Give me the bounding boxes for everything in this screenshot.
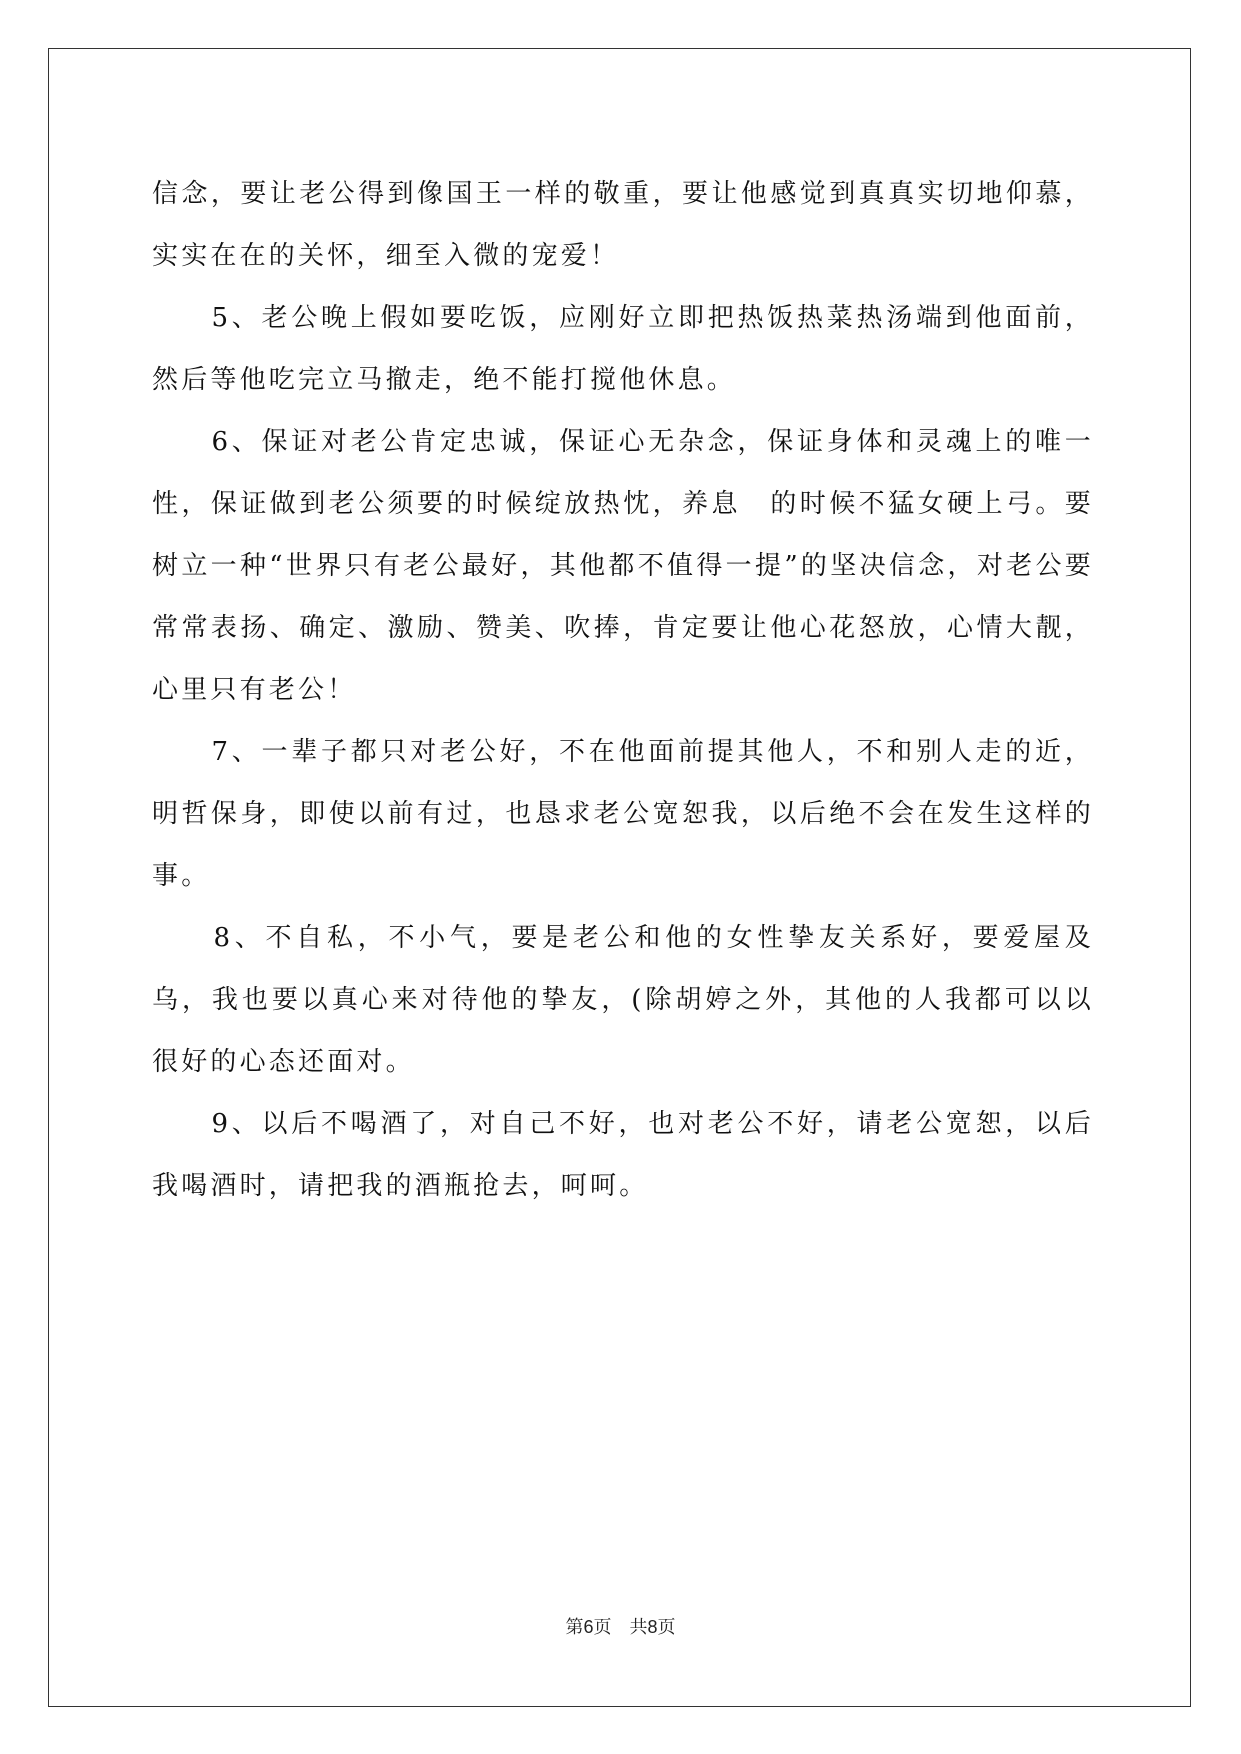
paragraph: 9、以后不喝酒了，对自己不好，也对老公不好，请老公宽恕，以后我喝酒时，请把我的酒瓶抢去，呵呵。 <box>152 1109 1094 1201</box>
document-body <box>152 163 1094 1217</box>
page-footer <box>0 1613 1241 1639</box>
paragraph: 信念，要让老公得到像国王一样的敬重，要让他感觉到真真实切地仰慕，实实在在的关怀，细至入微的宠爱！ <box>152 179 1094 271</box>
paragraph: 5、老公晚上假如要吃饭，应刚好立即把热饭热菜热汤端到他面前，然后等他吃完立马撤走，绝不能打搅他休息。 <box>152 303 1094 395</box>
total-pages-number: 8 <box>647 1617 658 1637</box>
paragraph: 6、保证对老公肯定忠诚，保证心无杂念，保证身体和灵魂上的唯一性，保证做到老公须要的时候绽放热忱，养息 的时候不猛女硬上弓。要树立一种“世界只有老公最好，其他都不值得一提”的坚决信念，对老公要常常表扬、确定、激励、赞美、吹捧，肯定要让他心花怒放，心情大靓，心里只有老公！ <box>152 427 1094 705</box>
paragraph: 7、一辈子都只对老公好，不在他面前提其他人，不和别人走的近，明哲保身，即使以前有过，也恳求老公宽恕我，以后绝不会在发生这样的事。 <box>152 737 1094 891</box>
footer-prefix: 第 <box>565 1617 584 1638</box>
footer-middle: 页 共 <box>593 1617 648 1638</box>
footer-suffix: 页 <box>657 1617 676 1638</box>
paragraph: 8、不自私，不小气，要是老公和他的女性挚友关系好，要爱屋及乌，我也要以真心来对待他的挚友，(除胡婷之外，其他的人我都可以以很好的心态还面对。 <box>152 923 1094 1077</box>
current-page-number: 6 <box>583 1617 594 1637</box>
